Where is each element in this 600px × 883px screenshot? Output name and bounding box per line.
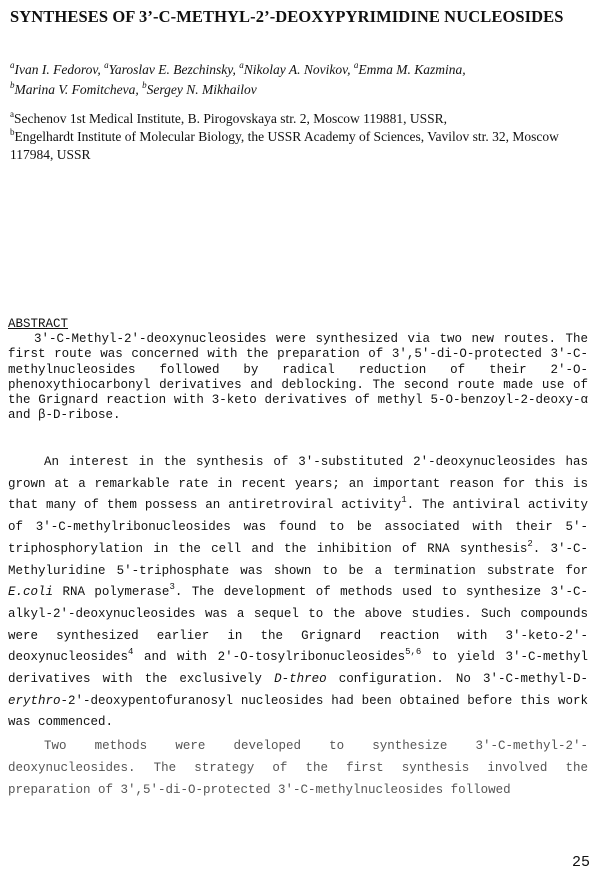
affiliation-marker: a (10, 108, 14, 119)
affiliation (10, 110, 590, 128)
author-name: Yaroslav E. Bezchinsky, (108, 62, 240, 77)
author-name: Nikolay A. Novikov, (243, 62, 354, 77)
paper-title: SYNTHESES OF 3’-C-METHYL-2’-DEOXYPYRIMIDINE NUCLEOSIDES (10, 7, 564, 26)
text-run: . The development of methods used to synthesize 3'-C-alkyl-2'-deoxynucleosides was a sequel to the above studies. Such compounds were synthesized earlier in the Grignard reaction with 3'-keto-2'-deoxynucleosides (8, 585, 588, 665)
author-name: Marina V. Fomitcheva, (14, 82, 143, 97)
body-text (8, 452, 588, 803)
affiliation (10, 128, 590, 164)
text-run: . The antiviral activity of 3'-C-methylribonucleosides was found to be associated with their 5'-triphosphorylation in the cell and the inhibition of RNA synthesis (8, 498, 588, 556)
abstract-text: 3'-C-Methyl-2'-deoxynucleosides were synthesized via two new routes. The first route was concerned with the preparation of 3',5'-di-O-protected 3'-C-methylnucleosides followed by radical reduction of their 2'-O-phenoxythiocarbonyl derivatives and deblocking. The second route made use of the Grignard reaction with 3-keto derivatives of methyl 5-O-benzoyl-2-deoxy-α and β-D-ribose. (8, 332, 588, 423)
italic-term: E.coli (8, 585, 54, 600)
reference-marker: 4 (128, 647, 134, 658)
author-name: Ivan I. Fedorov, (14, 62, 105, 77)
affiliation-marker: a (104, 59, 109, 70)
text-run: configuration. No 3'-C-methyl-D- (326, 672, 589, 687)
abstract-section (8, 316, 588, 424)
author-name: Sergey N. Mikhailov (146, 82, 257, 97)
author-name: Emma M. Kazmina, (358, 62, 466, 77)
affiliation-marker: a (10, 59, 15, 70)
italic-term: D-threo (274, 672, 327, 687)
abstract-heading: ABSTRACT (8, 317, 69, 331)
reference-marker: 1 (401, 495, 407, 506)
italic-term: erythro (8, 693, 61, 708)
body-paragraph: Two methods were developed to synthesize 3'-C-methyl-2'-deoxynucleosides. The strategy of the first synthesis involved the preparation of 3',5'-di-O-protected 3'-C-methylnucleosides followed (8, 739, 588, 797)
author (353, 59, 466, 77)
text-run: RNA polymerase (53, 585, 170, 600)
author (142, 79, 257, 97)
text-run: . 3'-C-Methyluridine 5'-triphosphate was shown to be a termination substrate for (8, 541, 588, 578)
affiliation-text: Sechenov 1st Medical Institute, B. Pirogovskaya str. 2, Moscow 119881, USSR, (14, 111, 447, 126)
affiliation-list (10, 110, 590, 164)
reference-marker: 3 (169, 582, 175, 593)
affiliation-text: Engelhardt Institute of Molecular Biology, the USSR Academy of Sciences, Vavilov str. 32, Moscow 117984, USSR (10, 129, 559, 162)
text-run: and with 2'-O-tosylribonucleosides (133, 650, 406, 665)
affiliation-marker: b (142, 79, 147, 90)
author (10, 79, 143, 97)
affiliation-marker: a (239, 59, 244, 70)
text-run: -2'-deoxypentofuranosyl nucleosides had been obtained before this work was commenced. (8, 693, 588, 730)
text-run: An interest in the synthesis of 3'-substituted 2'-deoxynucleosides has grown at a remarkable rate in recent years; an important reason for this is that many of them possess an antiretroviral activity (8, 455, 588, 513)
text-run: to yield 3'-C-methyl derivatives with the exclusively (8, 650, 588, 687)
page-number: 25 (571, 854, 590, 871)
affiliation-marker: b (10, 79, 15, 90)
author (104, 59, 240, 77)
reference-marker: 5,6 (405, 647, 422, 658)
author-list (10, 60, 590, 100)
body-paragraph (8, 452, 588, 734)
affiliation-marker: a (353, 59, 359, 70)
affiliation-marker: b (10, 126, 15, 137)
reference-marker: 2 (527, 538, 533, 549)
author (239, 59, 354, 77)
author (10, 59, 105, 77)
